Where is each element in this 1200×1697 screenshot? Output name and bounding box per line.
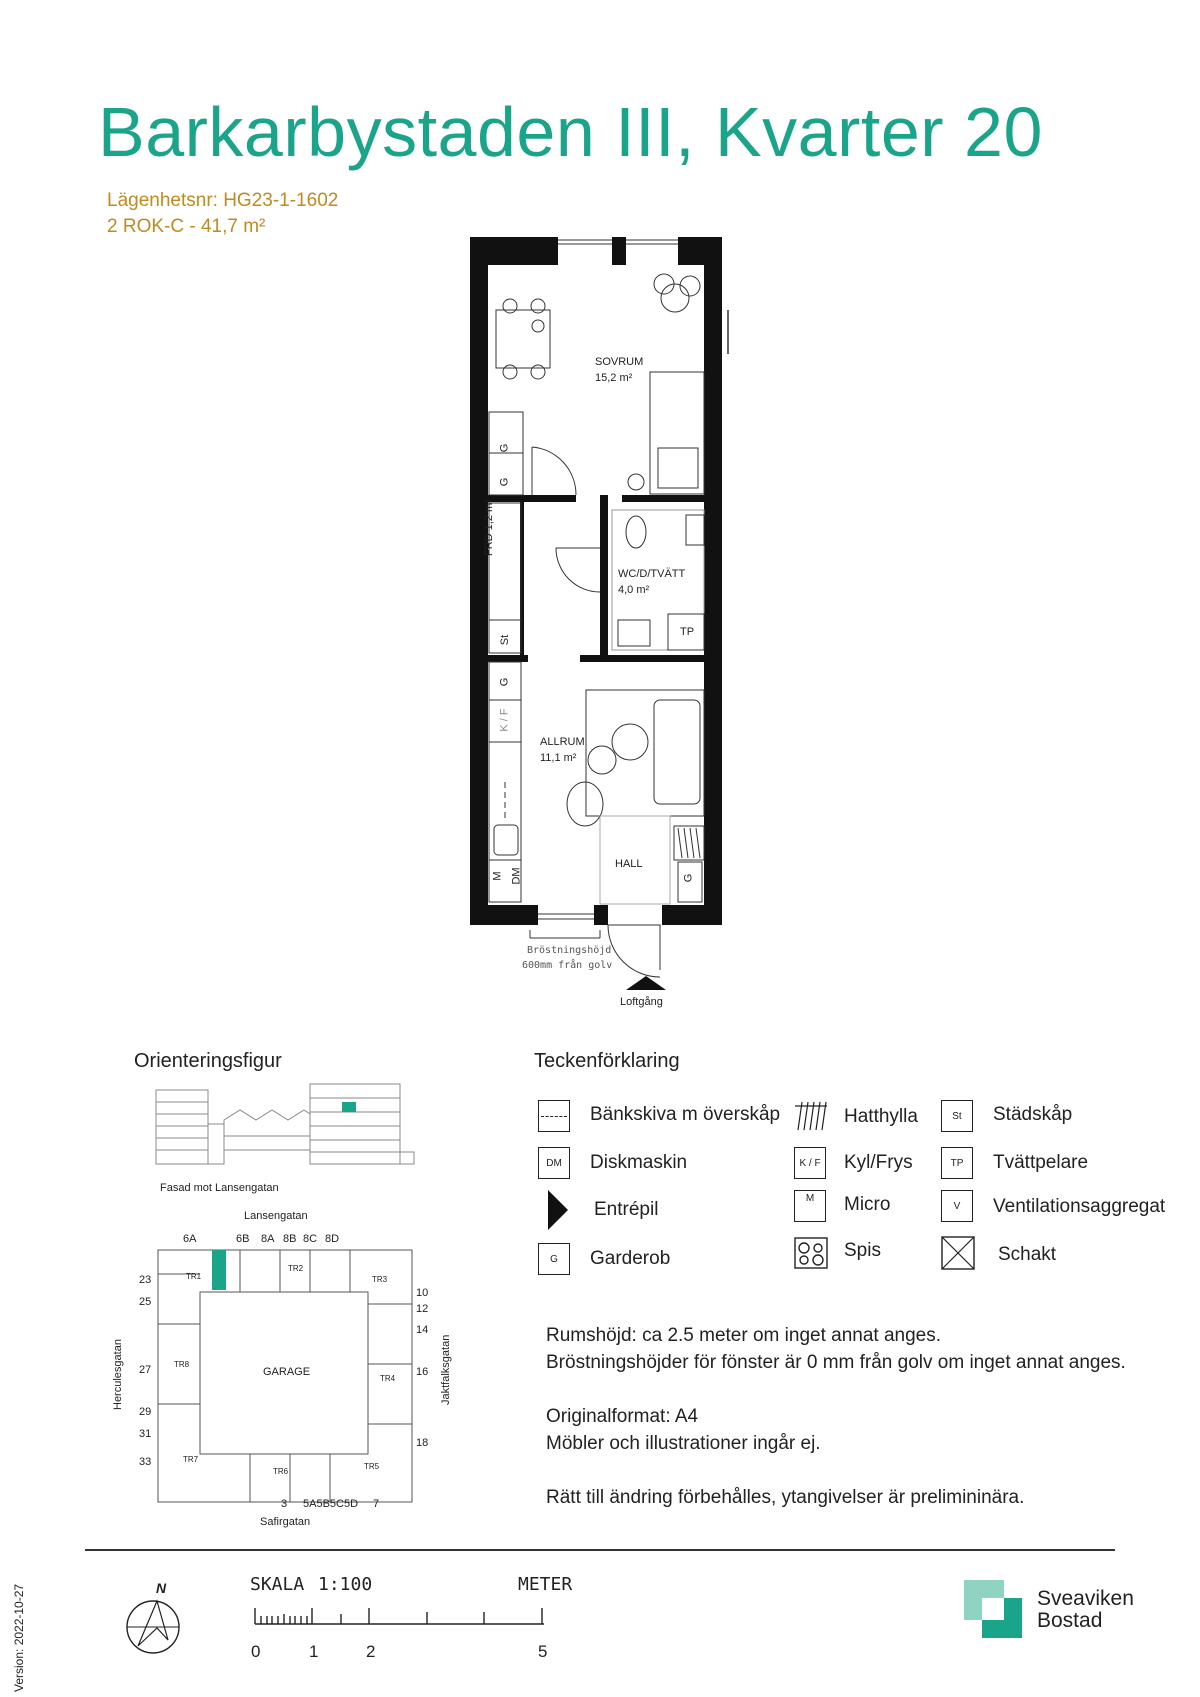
garage-label: GARAGE bbox=[263, 1366, 311, 1378]
scale-label: SKALA bbox=[250, 1574, 305, 1595]
stair-label: TR1 bbox=[186, 1272, 202, 1281]
schakt-icon bbox=[941, 1236, 975, 1270]
left-number: 25 bbox=[139, 1296, 152, 1308]
note-sill-height: Bröstningshöjder för fönster är 0 mm från golv om inget annat anges. bbox=[546, 1352, 1126, 1373]
wall-north-left bbox=[470, 237, 558, 265]
micro-icon: M bbox=[794, 1190, 826, 1222]
room-sovrum-area: 15,2 m² bbox=[595, 372, 633, 384]
dm-icon: DM bbox=[538, 1147, 570, 1179]
wall-east bbox=[704, 237, 722, 925]
kylfrys-code: K / F bbox=[498, 708, 511, 732]
stair-label: TR2 bbox=[288, 1264, 304, 1273]
orientation-title: Orienteringsfigur bbox=[134, 1050, 282, 1072]
wardrobe-code: G bbox=[682, 873, 695, 883]
garderob-icon: G bbox=[538, 1243, 570, 1275]
bottom-number: 5A5B5C5D bbox=[303, 1498, 359, 1510]
stair-label: TR6 bbox=[273, 1467, 289, 1476]
wall-north-right bbox=[678, 237, 722, 265]
left-number: 27 bbox=[139, 1364, 152, 1376]
top-number: 8A bbox=[261, 1233, 275, 1245]
brand-name-2: Bostad bbox=[1037, 1609, 1103, 1632]
apartment-number: Lägenhetsnr: HG23-1-1602 bbox=[107, 190, 339, 211]
room-hall-name: HALL bbox=[615, 858, 643, 870]
scale-tick-2: 2 bbox=[366, 1642, 376, 1661]
street-left: Herculesgatan bbox=[112, 1339, 124, 1410]
wall-south-left bbox=[470, 905, 538, 925]
brand-name-1: Sveaviken bbox=[1037, 1587, 1134, 1610]
note-room-height: Rumshöjd: ca 2.5 meter om inget annat anges. bbox=[546, 1325, 942, 1346]
project-title: Barkarbystaden III, Kvarter 20 bbox=[98, 93, 1043, 171]
compass-icon bbox=[124, 1598, 182, 1656]
wall-west bbox=[470, 237, 488, 925]
legend-bankskiva: Bänkskiva m överskåp bbox=[590, 1104, 781, 1125]
brand-logo-icon bbox=[960, 1576, 1026, 1642]
stadskap-code: St bbox=[499, 634, 512, 646]
scale-tick-5: 5 bbox=[538, 1642, 548, 1661]
stair-label: TR8 bbox=[174, 1360, 190, 1369]
kylfrys-icon: K / F bbox=[794, 1147, 826, 1179]
bankskiva-icon bbox=[538, 1100, 570, 1132]
right-number: 14 bbox=[416, 1324, 429, 1336]
scale-tick-0: 0 bbox=[251, 1642, 261, 1661]
legend-stadskap: Städskåp bbox=[993, 1104, 1073, 1125]
legend-spis: Spis bbox=[844, 1240, 881, 1261]
apartment-type: 2 ROK-C - 41,7 m² bbox=[107, 216, 266, 237]
stair-label: TR5 bbox=[364, 1462, 380, 1471]
right-number: 18 bbox=[416, 1437, 429, 1449]
room-frd: FRD 1,2 m² bbox=[483, 499, 495, 556]
street-right: Jaktfalksgatan bbox=[440, 1334, 452, 1405]
wardrobe-code: G bbox=[498, 477, 511, 487]
left-number: 29 bbox=[139, 1406, 152, 1418]
stair-label: TR4 bbox=[380, 1374, 396, 1383]
wall-south-mid bbox=[594, 905, 608, 925]
entrance-label: Loftgång bbox=[620, 996, 663, 1008]
room-sovrum-name: SOVRUM bbox=[595, 356, 644, 368]
note-format: Originalformat: A4 bbox=[546, 1406, 699, 1427]
micro-code: M bbox=[491, 871, 504, 881]
version-label: Version: 2022-10-27 bbox=[12, 1583, 26, 1692]
facade-sketch bbox=[150, 1080, 420, 1180]
spis-icon bbox=[794, 1237, 828, 1269]
left-number: 33 bbox=[139, 1456, 152, 1468]
window-note-2: 600mm från golv bbox=[522, 960, 613, 971]
legend-hatthylla: Hatthylla bbox=[844, 1106, 918, 1127]
footer-divider bbox=[85, 1549, 1115, 1551]
right-number: 12 bbox=[416, 1303, 429, 1315]
stair-label: TR7 bbox=[183, 1455, 199, 1464]
facade-caption: Fasad mot Lansengatan bbox=[160, 1182, 279, 1194]
legend-diskmaskin: Diskmaskin bbox=[590, 1152, 688, 1173]
facade-highlight bbox=[342, 1102, 356, 1112]
window-south bbox=[530, 914, 600, 938]
top-number: 6A bbox=[183, 1233, 197, 1245]
window-note-1: Bröstningshöjd bbox=[527, 945, 612, 956]
top-number: 8D bbox=[325, 1233, 340, 1245]
street-top: Lansengatan bbox=[244, 1210, 308, 1222]
wardrobe-code: G bbox=[498, 443, 511, 453]
top-number: 8C bbox=[303, 1233, 318, 1245]
street-bottom: Safirgatan bbox=[260, 1516, 311, 1528]
legend-title: Teckenförklaring bbox=[534, 1050, 680, 1072]
top-number: 8B bbox=[283, 1233, 297, 1245]
left-number: 23 bbox=[139, 1274, 152, 1286]
wall-south-right bbox=[662, 905, 722, 925]
top-number: 6B bbox=[236, 1233, 250, 1245]
note-furniture: Möbler och illustrationer ingår ej. bbox=[546, 1433, 821, 1454]
room-wc-area: 4,0 m² bbox=[618, 584, 650, 596]
scale-unit: METER bbox=[518, 1574, 573, 1595]
wall-north-mid bbox=[612, 237, 626, 265]
tp-code: TP bbox=[680, 626, 695, 638]
bottom-number: 3 bbox=[281, 1498, 288, 1510]
right-number: 10 bbox=[416, 1287, 429, 1299]
legend-schakt: Schakt bbox=[998, 1244, 1057, 1265]
entrance-arrow bbox=[626, 976, 666, 990]
wardrobe-code: G bbox=[498, 677, 511, 687]
legend-ventilation: Ventilationsaggregat bbox=[993, 1196, 1166, 1217]
room-allrum-area: 11,1 m² bbox=[540, 752, 577, 764]
north-label: N bbox=[156, 1580, 167, 1596]
stadskap-icon: St bbox=[941, 1100, 973, 1132]
site-highlight bbox=[212, 1250, 226, 1290]
scale-bar bbox=[252, 1604, 548, 1632]
legend-micro: Micro bbox=[844, 1194, 891, 1215]
scale-tick-1: 1 bbox=[309, 1642, 319, 1661]
right-number: 16 bbox=[416, 1366, 429, 1378]
tp-icon: TP bbox=[941, 1147, 973, 1179]
note-rights: Rätt till ändring förbehålles, ytangivelser är prelimininära. bbox=[546, 1487, 1025, 1508]
legend-entrepil: Entrépil bbox=[594, 1199, 659, 1220]
hatthylla-icon bbox=[794, 1100, 828, 1132]
v-icon: V bbox=[941, 1190, 973, 1222]
legend-tvattpelare: Tvättpelare bbox=[993, 1152, 1089, 1173]
entrance-arrow-icon bbox=[546, 1188, 570, 1232]
room-allrum-name: ALLRUM bbox=[540, 736, 585, 748]
left-number: 31 bbox=[139, 1428, 152, 1440]
scale-ratio: 1:100 bbox=[318, 1574, 373, 1595]
room-wc-name: WC/D/TVÄTT bbox=[618, 568, 686, 580]
legend-garderob: Garderob bbox=[590, 1248, 671, 1269]
bottom-number: 7 bbox=[373, 1498, 380, 1510]
legend-kylfrys: Kyl/Frys bbox=[844, 1152, 913, 1173]
dm-code: DM bbox=[510, 867, 523, 885]
stair-label: TR3 bbox=[372, 1275, 388, 1284]
